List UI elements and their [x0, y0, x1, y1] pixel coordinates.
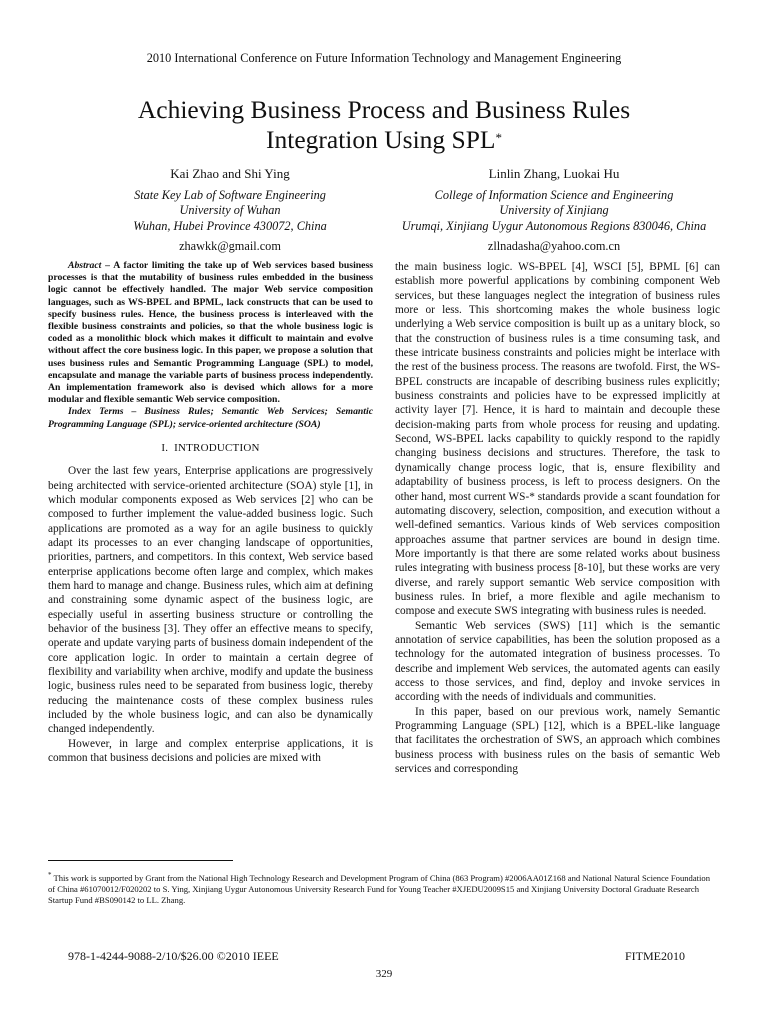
body-paragraph: However, in large and complex enterprise applications, it is common that business decisions and policies are mixed with: [48, 737, 373, 765]
isbn-copyright: 978-1-4244-9088-2/10/$26.00 ©2010 IEEE: [68, 949, 279, 963]
left-column: [48, 260, 373, 765]
body-paragraph: Over the last few years, Enterprise applications are progressively being architected with service-oriented architecture (SOA) style [1], in which modular components exposed as Web services [2] who can be composed to further implement the value-added business logic. Such applications are promoted as a way for an agile business to quickly adapt its processes to an ever changing landscape of opportunities, priorities, partners, and competitors. In this context, Web service based enterprise applications become often large and complex, which makes them hard to manage and change. Business rules, which aim at defining and constraining some dynamic aspect of the business logic, are especially useful in asserting business structure or controlling the behavior of the business [3]. They offer an effective means to specify, operate and update varying parts of business domain independent of the core application logic. In order to maintain a certain degree of flexibility and variability when archive, modify and update the business logic, business rules need to be separated from business logic, thereby reducing the maintenance costs of these complex business rules included by the whole business logic, and can also be dynamically changed independently.: [48, 465, 373, 736]
conference-header: 2010 International Conference on Future Information Technology and Management Engineering: [146, 51, 622, 65]
paper-title: [70, 95, 698, 155]
page-number: 329: [375, 968, 393, 980]
abstract: [48, 260, 373, 406]
title-line-1: Achieving Business Process and Business Rules: [137, 95, 631, 124]
author-block-left: [80, 166, 380, 254]
footnote: [48, 870, 718, 907]
author-names: Linlin Zhang, Luokai Hu: [488, 166, 620, 181]
title-line-2: [70, 125, 698, 155]
author-email: zllnadasha@yahoo.com.cn: [487, 238, 621, 253]
right-column: [395, 260, 720, 776]
body-paragraph: In this paper, based on our previous work, namely Semantic Programming Language (SPL) [12], which is a BPEL-like language that facilitates the orchestration of SWS, an approach which combines business process with business rules on the basis of semantic Web services and corresponding: [395, 705, 720, 776]
section-heading: [48, 441, 373, 455]
section-title: INTRODUCTION: [174, 441, 260, 454]
footnote-text: This work is supported by Grant from the National High Technology Research and Development Program of China (863 Program) #2006AA01Z168 and National Natural Science Foundation of China #61070012/F020202 to S. Ying, Xinjiang Uygur Autonomous University Research Fund for Young Teacher #XJEDU2009S15 and Xinjiang University Doctoral Graduate Research Startup Fund #BS090142 to LL. Zhang.: [48, 872, 711, 906]
abstract-text: – A factor limiting the take up of Web services based business processes is that the mutability of business rules embedded in the business logic cannot be effectively handled. The major Web service composition languages, such as WS-BPEL and BPML, lack constructs that can be used to specify business rules. Hence, the business process is interleaved with the flexible business constraints and policies, so that the whole business logic is coded as a monolithic block which makes it difficult to maintain and evolve without affect the core business logic. In this paper, we propose a solution that uses business rules and Semantic Programming Language (SPL) to model, encapsulate and manage the variable parts of business process independently. An implementation framework also is devised which allows for a more modular and flexible semantic Web service composition.: [48, 260, 373, 406]
abstract-label: Abstract: [68, 260, 102, 271]
body-paragraph: Semantic Web services (SWS) [11] which is the semantic annotation of service capabilities, has been the solution proposed as a technology for the automated integration of business processes. To describe and implement Web services, the automated agents can easily access to those services, and find, deploy and invoke services in according with the needs of individuals and communities.: [395, 619, 720, 704]
footnote-mark: *: [48, 871, 52, 879]
author-affiliation-line: University of Wuhan: [179, 203, 281, 218]
footnote-divider: [48, 860, 233, 861]
index-terms: Index Terms – Business Rules; Semantic Web Services; Semantic Programming Language (SPL); service-oriented architecture (SOA): [48, 406, 373, 430]
venue-label: FITME2010: [625, 949, 685, 963]
author-affiliation-line: State Key Lab of Software Engineering: [134, 188, 326, 203]
author-affiliation-line: Wuhan, Hubei Province 430072, China: [133, 218, 327, 233]
author-names: Kai Zhao and Shi Ying: [170, 166, 290, 181]
author-affiliation-line: University of Xinjiang: [499, 203, 609, 218]
author-email: zhawkk@gmail.com: [179, 238, 281, 253]
section-number: I.: [161, 441, 169, 454]
body-paragraph: the main business logic. WS-BPEL [4], WSCI [5], BPML [6] can establish more powerful applications by combining component Web services, but these languages neglect the integration of business rules more or less. This shortcoming makes the whole business logic underlying a Web service composition is built up as a unitary block, so that the construction of business rules is a time consuming task, and these intricate business constraints and policies might be interlace with the rest of the business process. The reasons are twofold. First, the WS-BPEL constructs are incapable of describing business rules explicitly; business constraints and policies have to be expressed implicitly at activity layer [7]. Hence, it is hard to maintain and decouple these decision-making parts from whole process for reusing and updating. Second, WS-BPEL lacks capability to quickly respond to the rapidly changing business decisions and structures. Therefore, the task to dynamically change process logic, that is, ensure flexibility and adaptability of business process, is left to process designers. On the other hand, most current WS-* standards provide a scant foundation for automating discovery, selection, composition, and execution without a well-defined semantics. Various kinds of Web services composition approaches assume that partner services are bound in design time. More importantly is that there are some related works about business rules integrating with business process [8-10], but these works are very diverse, and rarely support semantic Web service composition with business rules. In brief, a more flexible and agile mechanism to compose and execute SWS integrating with business rules is needed.: [395, 261, 720, 618]
title-line-2-text: Integration Using SPL: [266, 125, 496, 154]
author-affiliation-line: Urumqi, Xinjiang Uygur Autonomous Regions 830046, China: [401, 218, 707, 233]
title-footnote-mark: *: [495, 130, 502, 145]
author-affiliation-line: College of Information Science and Engineering: [434, 188, 674, 203]
author-block-right: [384, 166, 724, 254]
